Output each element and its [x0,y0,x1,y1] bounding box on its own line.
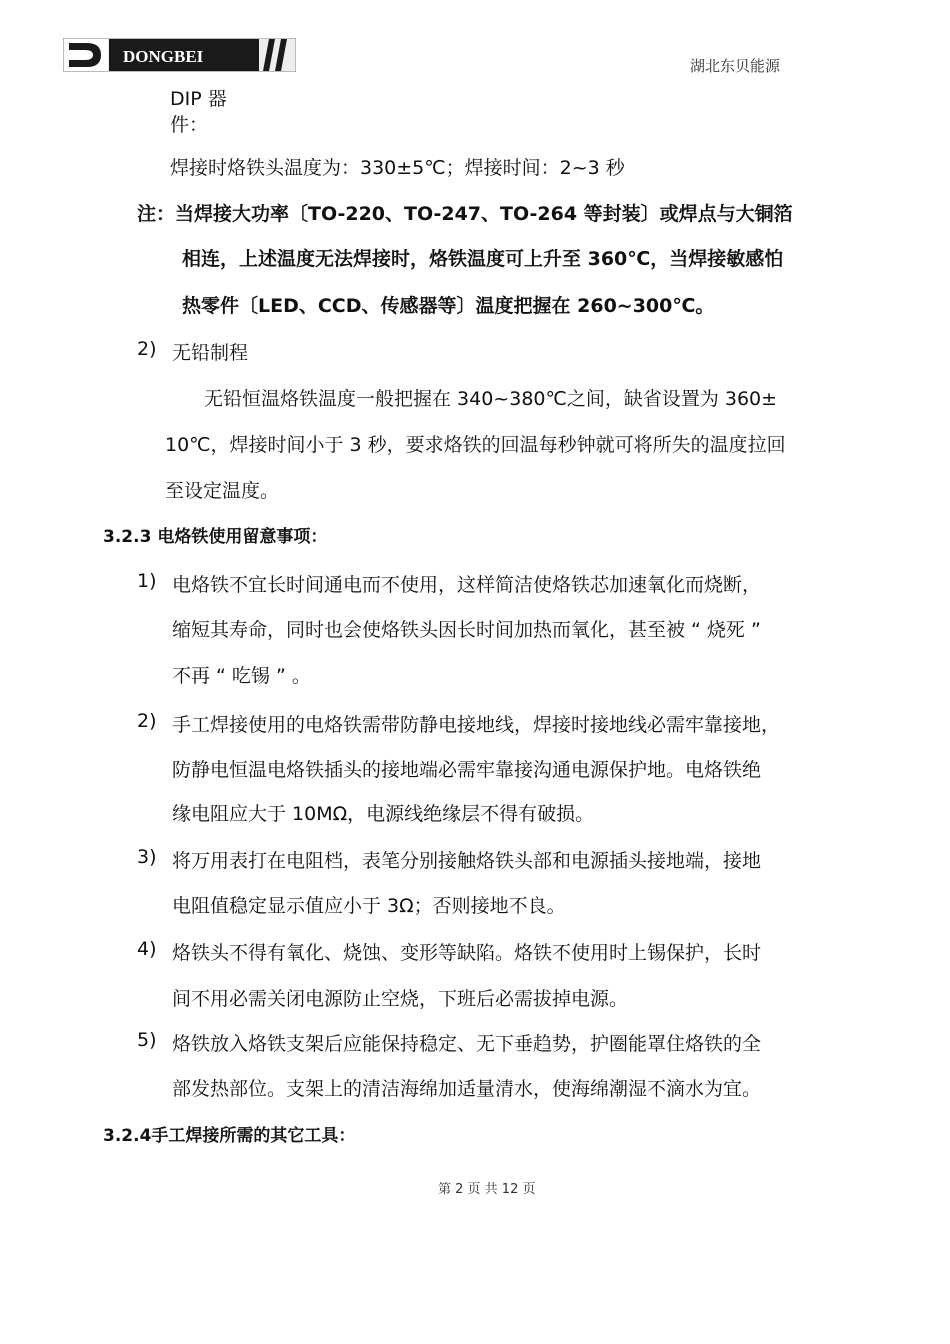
lead-free-number: 2) [137,338,157,360]
logo-text: DONGBEI [123,47,204,66]
dip-line-1: DIP 器 [170,88,227,110]
item-3-line-1: 将万用表打在电阻档，表笔分别接触烙铁头部和电源插头接地端，接地 [172,850,762,872]
item-number: 2) [137,710,157,732]
lead-free-para-1: 无铅恒温烙铁温度一般把握在 340~380℃之间，缺省设置为 360± [204,388,778,410]
item-1-line-2: 缩短其寿命，同时也会使烙铁头因长时间加热而氧化，甚至被 “ 烧死 ” [172,619,761,641]
lead-free-title: 无铅制程 [172,342,249,364]
company-name: 湖北东贝能源 [690,57,781,75]
item-4-line-1: 烙铁头不得有氧化、烧蚀、变形等缺陷。烙铁不使用时上锡保护，长时 [172,942,762,964]
dongbei-logo [63,38,296,72]
lead-free-para-2: 10℃，焊接时间小于 3 秒，要求烙铁的回温每秒钟就可将所失的温度拉回 [165,434,786,456]
page-number: 第 2 页 共 12 页 [438,1182,536,1197]
note-line-3: 热零件〔LED、CCD、传感器等〕温度把握在 260~300℃。 [182,295,715,317]
item-number: 1) [137,570,157,592]
note-line-1: 注：当焊接大功率〔TO-220、TO-247、TO-264 等封装〕或焊点与大铜箔 [137,203,793,225]
section-3-2-4-heading: 3.2.4手工焊接所需的其它工具： [103,1126,356,1146]
item-5-line-1: 烙铁放入烙铁支架后应能保持稳定、无下垂趋势，护圈能罩住烙铁的全 [172,1033,762,1055]
solder-temperature: 焊接时烙铁头温度为：330±5℃；焊接时间：2~3 秒 [170,157,625,179]
item-2-line-2: 防静电恒温电烙铁插头的接地端必需牢靠接沟通电源保护地。电烙铁绝 [172,759,762,781]
dip-line-2: 件： [170,114,209,136]
item-2-line-3: 缘电阻应大于 10MΩ，电源线绝缘层不得有破损。 [172,803,595,825]
item-number: 4) [137,938,157,960]
item-number: 3) [137,846,157,868]
item-1-line-1: 电烙铁不宜长时间通电而不使用，这样简洁使烙铁芯加速氧化而烧断， [172,574,762,596]
section-3-2-3-heading: 3.2.3 电烙铁使用留意事项： [103,527,328,547]
item-1-line-3: 不再 “ 吃锡 ” 。 [172,665,311,687]
item-2-line-1: 手工焊接使用的电烙铁需带防静电接地线，焊接时接地线必需牢靠接地， [172,714,781,736]
item-3-line-2: 电阻值稳定显示值应小于 3Ω；否则接地不良。 [172,895,566,917]
item-5-line-2: 部发热部位。支架上的清洁海绵加适量清水，使海绵潮湿不滴水为宜。 [172,1078,762,1100]
lead-free-para-3: 至设定温度。 [165,480,280,502]
item-number: 5) [137,1029,157,1051]
note-line-2: 相连，上述温度无法焊接时，烙铁温度可上升至 360℃，当焊接敏感怕 [182,248,784,270]
item-4-line-2: 间不用必需关闭电源防止空烧，下班后必需拔掉电源。 [172,988,629,1010]
